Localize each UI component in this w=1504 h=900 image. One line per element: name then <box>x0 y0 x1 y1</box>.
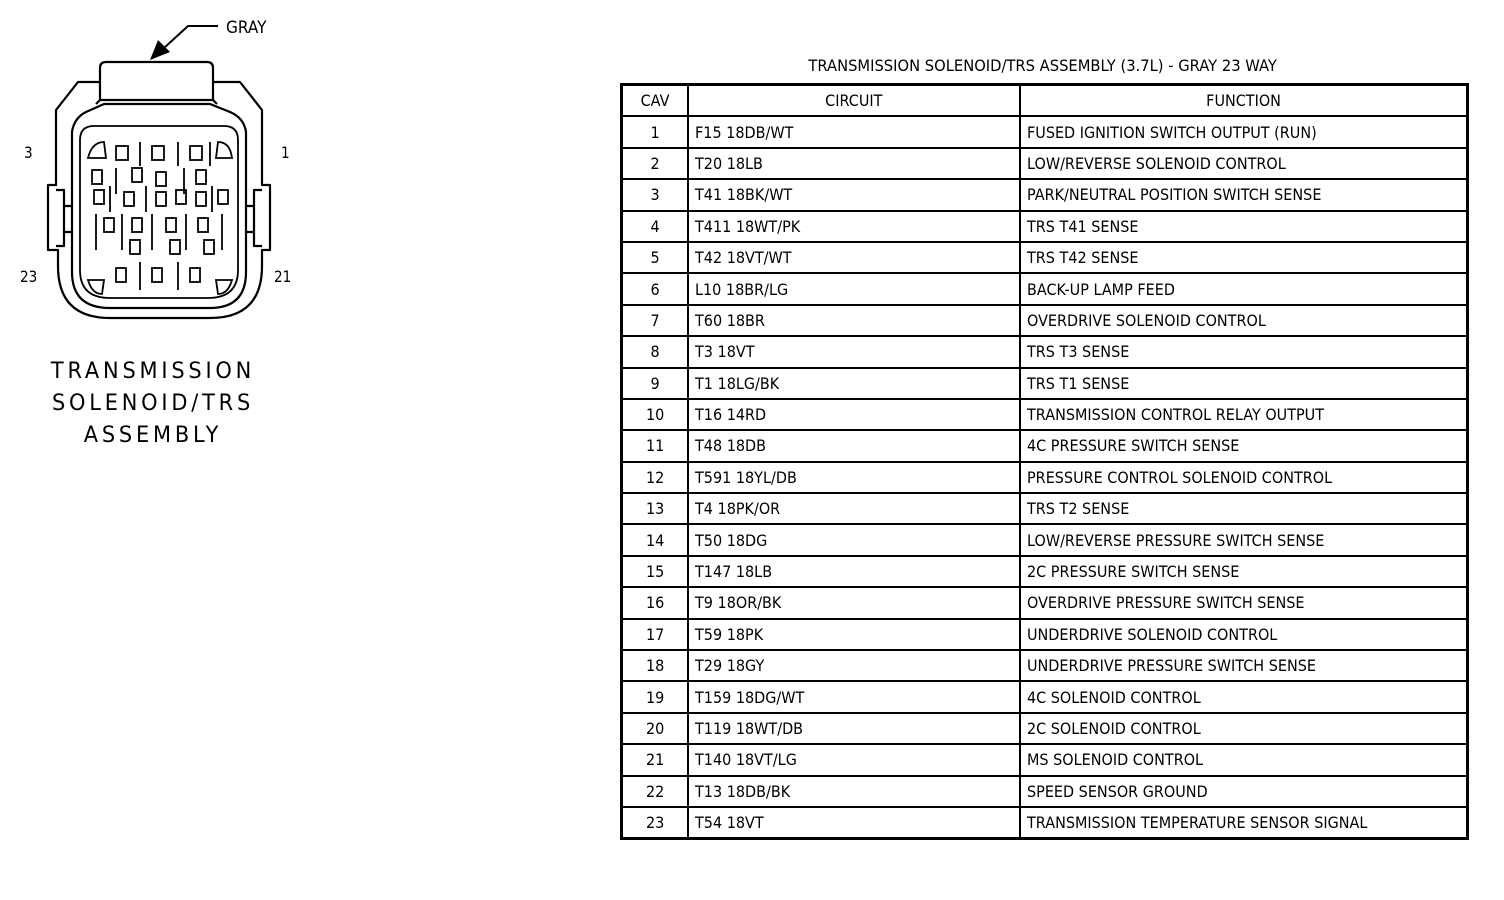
cell-cav: 10 <box>622 399 688 430</box>
cell-function: MS SOLENOID CONTROL <box>1020 744 1468 775</box>
cell-circuit: T48 18DB <box>688 430 1020 461</box>
table-body <box>622 116 1468 838</box>
pinout-table <box>620 83 1469 840</box>
table-row <box>622 619 1468 650</box>
cell-cav: 9 <box>622 368 688 399</box>
table-title-text: TRANSMISSION SOLENOID/TRS ASSEMBLY (3.7L) - GRAY 23 WAY <box>808 56 1278 75</box>
table-row <box>622 493 1468 524</box>
cell-circuit: T13 18DB/BK <box>688 776 1020 807</box>
table-row <box>622 148 1468 179</box>
cell-circuit: L10 18BR/LG <box>688 273 1020 304</box>
connector-color-label: GRAY <box>226 18 267 38</box>
table-row <box>622 587 1468 618</box>
cell-function: LOW/REVERSE PRESSURE SWITCH SENSE <box>1020 524 1468 555</box>
cell-function: TRS T42 SENSE <box>1020 242 1468 273</box>
cell-circuit: T9 18OR/BK <box>688 587 1020 618</box>
cell-cav: 11 <box>622 430 688 461</box>
cell-function: 2C SOLENOID CONTROL <box>1020 713 1468 744</box>
table-row <box>622 273 1468 304</box>
table-header-row <box>622 85 1468 117</box>
cell-function: FUSED IGNITION SWITCH OUTPUT (RUN) <box>1020 116 1468 147</box>
table-row <box>622 462 1468 493</box>
cell-circuit: T16 14RD <box>688 399 1020 430</box>
cell-circuit: F15 18DB/WT <box>688 116 1020 147</box>
table-row <box>622 713 1468 744</box>
cell-circuit: T54 18VT <box>688 807 1020 839</box>
cell-circuit: T29 18GY <box>688 650 1020 681</box>
cell-circuit: T41 18BK/WT <box>688 179 1020 210</box>
connector-caption <box>18 356 288 452</box>
table-row <box>622 650 1468 681</box>
cell-cav: 16 <box>622 587 688 618</box>
cell-cav: 5 <box>622 242 688 273</box>
cell-function: TRANSMISSION TEMPERATURE SENSOR SIGNAL <box>1020 807 1468 839</box>
header-cav: CAV <box>622 85 688 117</box>
cell-function: TRANSMISSION CONTROL RELAY OUTPUT <box>1020 399 1468 430</box>
table-row <box>622 807 1468 839</box>
cell-circuit: T3 18VT <box>688 336 1020 367</box>
table-row <box>622 116 1468 147</box>
cell-function: LOW/REVERSE SOLENOID CONTROL <box>1020 148 1468 179</box>
cell-cav: 23 <box>622 807 688 839</box>
table-row <box>622 556 1468 587</box>
cell-function: BACK-UP LAMP FEED <box>1020 273 1468 304</box>
cell-function: SPEED SENSOR GROUND <box>1020 776 1468 807</box>
cell-function: PARK/NEUTRAL POSITION SWITCH SENSE <box>1020 179 1468 210</box>
cell-circuit: T1 18LG/BK <box>688 368 1020 399</box>
table-row <box>622 744 1468 775</box>
cell-function: OVERDRIVE PRESSURE SWITCH SENSE <box>1020 587 1468 618</box>
header-function: FUNCTION <box>1020 85 1468 117</box>
pin-label-top-right: 1 <box>281 143 290 162</box>
cell-circuit: T591 18YL/DB <box>688 462 1020 493</box>
connector-diagram <box>0 0 320 340</box>
cell-circuit: T59 18PK <box>688 619 1020 650</box>
gray-pointer-arrow <box>150 26 218 60</box>
cell-function: TRS T3 SENSE <box>1020 336 1468 367</box>
cell-circuit: T140 18VT/LG <box>688 744 1020 775</box>
table-row <box>622 179 1468 210</box>
pin-label-top-left: 3 <box>24 143 33 162</box>
cell-cav: 3 <box>622 179 688 210</box>
cell-cav: 15 <box>622 556 688 587</box>
cell-cav: 2 <box>622 148 688 179</box>
cell-function: TRS T41 SENSE <box>1020 211 1468 242</box>
cell-cav: 6 <box>622 273 688 304</box>
cell-circuit: T50 18DG <box>688 524 1020 555</box>
cell-circuit: T119 18WT/DB <box>688 713 1020 744</box>
cell-cav: 19 <box>622 681 688 712</box>
cell-cav: 13 <box>622 493 688 524</box>
caption-line: SOLENOID/TRS <box>51 391 255 416</box>
table-row <box>622 305 1468 336</box>
cell-cav: 7 <box>622 305 688 336</box>
cell-function: TRS T2 SENSE <box>1020 493 1468 524</box>
cell-cav: 1 <box>622 116 688 147</box>
table-row <box>622 776 1468 807</box>
table-row <box>622 681 1468 712</box>
table-row <box>622 368 1468 399</box>
cell-cav: 8 <box>622 336 688 367</box>
table-row <box>622 399 1468 430</box>
cell-function: UNDERDRIVE PRESSURE SWITCH SENSE <box>1020 650 1468 681</box>
cell-cav: 12 <box>622 462 688 493</box>
connector-cavities <box>88 142 232 294</box>
cell-function: 4C SOLENOID CONTROL <box>1020 681 1468 712</box>
table-title <box>620 56 1466 75</box>
table-row <box>622 524 1468 555</box>
cell-function: PRESSURE CONTROL SOLENOID CONTROL <box>1020 462 1468 493</box>
cell-cav: 18 <box>622 650 688 681</box>
pin-label-bottom-right: 21 <box>274 267 292 286</box>
connector-outline <box>48 62 270 318</box>
cell-circuit: T411 18WT/PK <box>688 211 1020 242</box>
cell-function: UNDERDRIVE SOLENOID CONTROL <box>1020 619 1468 650</box>
table-row <box>622 430 1468 461</box>
header-circuit: CIRCUIT <box>688 85 1020 117</box>
table-row <box>622 211 1468 242</box>
cell-function: TRS T1 SENSE <box>1020 368 1468 399</box>
pin-label-bottom-left: 23 <box>20 267 38 286</box>
cell-circuit: T4 18PK/OR <box>688 493 1020 524</box>
cell-circuit: T42 18VT/WT <box>688 242 1020 273</box>
cell-circuit: T147 18LB <box>688 556 1020 587</box>
cell-cav: 17 <box>622 619 688 650</box>
cell-function: 4C PRESSURE SWITCH SENSE <box>1020 430 1468 461</box>
cell-cav: 21 <box>622 744 688 775</box>
caption-line: ASSEMBLY <box>83 423 223 448</box>
cell-circuit: T20 18LB <box>688 148 1020 179</box>
cell-cav: 22 <box>622 776 688 807</box>
caption-line: TRANSMISSION <box>50 359 256 384</box>
cell-circuit: T60 18BR <box>688 305 1020 336</box>
cell-cav: 4 <box>622 211 688 242</box>
cell-cav: 14 <box>622 524 688 555</box>
cell-function: 2C PRESSURE SWITCH SENSE <box>1020 556 1468 587</box>
cell-function: OVERDRIVE SOLENOID CONTROL <box>1020 305 1468 336</box>
cell-cav: 20 <box>622 713 688 744</box>
table-row <box>622 242 1468 273</box>
cell-circuit: T159 18DG/WT <box>688 681 1020 712</box>
table-row <box>622 336 1468 367</box>
